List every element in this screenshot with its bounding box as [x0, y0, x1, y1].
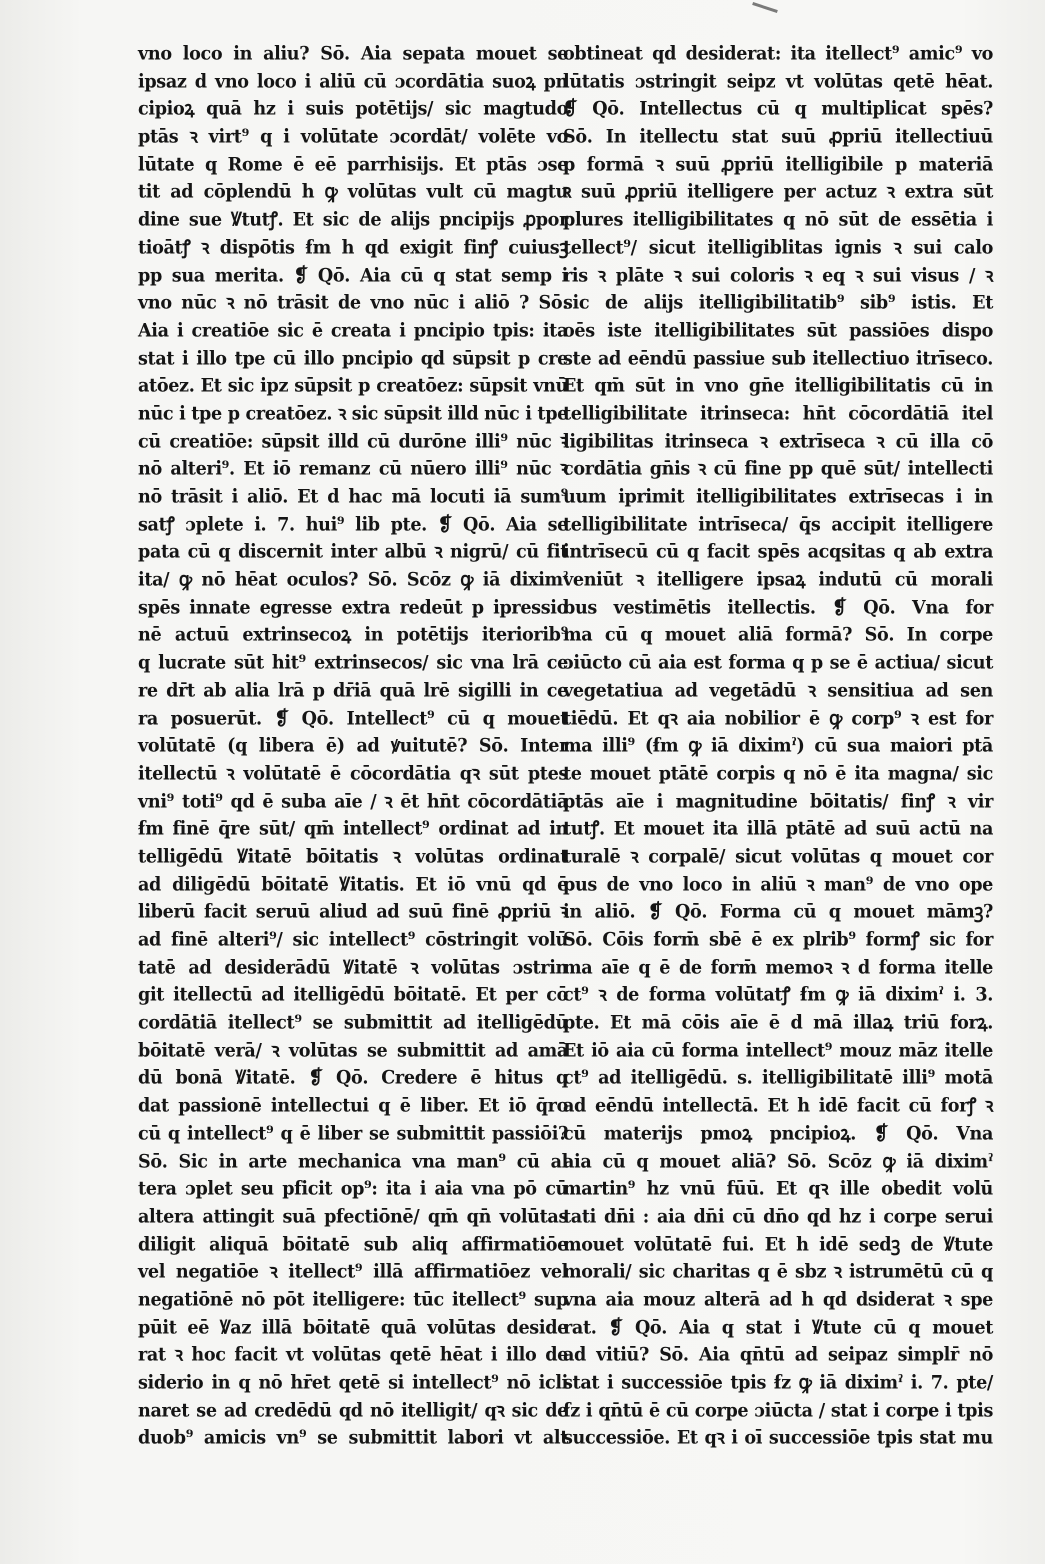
text-line: Sō. Sic in arte mechanica vna man⁹ cū al	[138, 1149, 568, 1173]
text-line: ipsaz d vno loco i aliū cū ɔcordātia suoꝝ pn	[138, 69, 568, 93]
text-line: ste ad eēndū passiue sub itellectiuo itrīseco.	[563, 346, 993, 370]
text-line: spēs innate egresse extra redeūt p ipressio	[138, 595, 568, 619]
text-line: bōitatē verā/ ꝛ volūtas se submittit ad amā	[138, 1038, 568, 1062]
text-line: tera ɔplet seu pficit op⁹: ita i aia vna pō cū	[138, 1177, 568, 1200]
text-line: tutꝭ. Et mouet ita illā ptātē ad suū actū na	[563, 817, 993, 841]
text-line: atōez. Et sic ipz sūpsit p creatōez: sūpsit vnū	[138, 374, 568, 398]
text-line: Et iō aia cū forma intellect⁹ mouz māz itelle	[563, 1038, 993, 1062]
text-line: vna aia mouz alterā ad h qd dsiderat ꝛ spe	[563, 1288, 993, 1311]
ink-mark	[752, 2, 778, 13]
text-line: ma cū q mouet aliā formā? Sō. In corpe	[563, 623, 993, 647]
text-line: pus de vno loco in aliū ꝛ man⁹ de vno ope	[563, 872, 993, 896]
text-line: vni⁹ toti⁹ qd ē suba aīe / ꝛ ēt hn̄t cōcordātiā	[138, 789, 568, 813]
text-line: cū materijs pmoꝝ pncipioꝝ. ❡ Qō. Vna	[563, 1121, 993, 1145]
text-column-left	[138, 40, 568, 1450]
text-line: Sō. Cōis form̄ sbē ē ex plrib⁹ formꝭ sic for	[563, 928, 993, 951]
text-line: cordātia gn̄is ꝛ cū fine pp quē sūt/ intellecti	[563, 457, 993, 481]
text-line: p formā ꝛ suū ꝓpriū itelligibile p materiā	[563, 152, 993, 176]
text-line: itellectū ꝛ volūtatē ē cōcordātia qꝛ sūt ptes	[138, 762, 568, 785]
text-line: git itellectū ad itelligēdū bōitatē. Et per cō	[138, 983, 568, 1007]
text-line: ❡ Qō. Intellectus cū q multiplicat spēs?	[563, 97, 993, 121]
text-line: martin⁹ hz vnū fūū. Et qꝛ ille obedit volū	[563, 1177, 993, 1200]
text-line: successiōe. Et qꝛ i oī successiōe tpis stat mu	[563, 1426, 993, 1450]
text-line: pp sua merita. ❡ Qō. Aia cū q stat semp i	[138, 263, 568, 287]
text-line: vel negatiōe ꝛ itellect⁹ illā affirmatiōez vel	[138, 1260, 568, 1284]
text-line: ꝛ suū ꝓpriū itelligere per actuz ꝛ extra sūt	[563, 180, 993, 204]
text-line: bus vestimētis itellectis. ❡ Qō. Vna for	[563, 595, 993, 619]
text-line: volūtatē (q libera ē) ad ꝟuitutē? Sō. Inter	[138, 734, 568, 757]
text-line: cū q intellect⁹ q ē liber se submittit passiōi?	[138, 1121, 568, 1145]
text-line: ct⁹ ꝛ de forma volūtatꝭ ẜm ꝙ iā diximˀ i. 3.	[563, 983, 993, 1007]
text-line: ad eēndū intellectā. Et h idē facit cū forꝭ ꝛ	[563, 1094, 993, 1117]
text-line: tati dn̄i : aia dn̄i cū dn̄o qd hz i corpe serui	[563, 1205, 993, 1228]
text-line: telligēdū Ꝟitatē bōitatis ꝛ volūtas ordinat	[138, 845, 568, 868]
text-line: cordātiā itellect⁹ se submittit ad itelligēdū	[138, 1011, 568, 1034]
text-line: te mouet ptātē corpis q nō ē ita magna/ sic	[563, 762, 993, 785]
text-line: re dr̄t ab alia lrā p dr̄iā quā lrē sigilli in ce	[138, 678, 568, 702]
text-line: ẜz i qn̄tū ē cū corpe ɔiūcta / stat i corpe i tpis	[563, 1398, 993, 1422]
text-line: morali/ sic charitas q ē sbz ꝛ istrumētū cū q	[563, 1260, 993, 1284]
text-line: pata cū q discernit inter albū ꝛ nigrū/ cū fit	[138, 540, 568, 564]
text-line: diligit aliquā bōitatē sub aliq affirmatiōe	[138, 1232, 568, 1256]
text-line: pte. Et mā cōis aīe ē d mā illaꝝ triū forꝝ.	[563, 1011, 993, 1034]
text-line: ita/ ꝙ nō hēat oculos? Sō. Scōz ꝙ iā diximˀ	[138, 568, 568, 591]
text-line: ɔiūcto cū aia est forma q p se ē actiua/ sicut	[563, 651, 993, 674]
text-line: rat ꝛ hoc facit vt volūtas qetē hēat i illo de	[138, 1343, 568, 1367]
text-line: lūtate q Rome ē eē parrhisijs. Et ptās ɔse	[138, 152, 568, 176]
text-line: tatē ad desiderādū Ꝟitatē ꝛ volūtas ɔstrin	[138, 955, 568, 979]
text-line: aia cū q mouet aliā? Sō. Scōz ꝙ iā diximˀ	[563, 1149, 993, 1173]
text-line: vno loco in aliu? Sō. Aia sepata mouet se	[138, 42, 568, 65]
text-line: sic de alijs itelligibilitatib⁹ sib⁹ istis. Et	[563, 291, 993, 314]
text-line: ad finē alteri⁹/ sic intellect⁹ cōstringit volū	[138, 928, 568, 951]
text-line: ligibilitas itrinseca ꝛ extrīseca ꝛ cū illa cō	[563, 429, 993, 453]
text-line: altera attingit suā pfectiōnē/ qm̄ qn̄ volūtas	[138, 1205, 568, 1228]
text-line: veniūt ꝛ itelligere ipsaꝝ indutū cū morali	[563, 568, 993, 591]
text-line: naret se ad credēdū qd nō itelligit/ qꝛ sic de	[138, 1398, 568, 1422]
text-line: telligibilitate intrīseca/ q̄s accipit itelligere	[563, 512, 993, 536]
text-line: q lucrate sūt hit⁹ extrinsecos/ sic vna lrā ce	[138, 651, 568, 674]
text-line: stat i successiōe tpis ẜz ꝙ iā diximˀ i. 7. pte/	[563, 1371, 993, 1394]
text-line: vno nūc ꝛ nō trāsit de vno nūc i aliō ? Sō.	[138, 291, 568, 314]
text-line: lūtatis ɔstringit seipz vt volūtas qetē hēat.	[563, 69, 993, 93]
text-line: ptās aīe i magnitudine bōitatis/ finꝭ ꝛ vir	[563, 789, 993, 813]
text-line: dat passionē intellectui q ē liber. Et iō q̄ro	[138, 1094, 568, 1117]
text-line: stat i illo tpe cū illo pncipio qd sūpsit p cre	[138, 346, 568, 370]
text-line: ris ꝛ plāte ꝛ sui coloris ꝛ eq ꝛ sui visus / ꝛ	[563, 263, 993, 287]
text-line: ptās ꝛ virt⁹ q i volūtate ɔcordāt/ volēte vo	[138, 125, 568, 148]
text-line: tiēdū. Et qꝛ aia nobilior ē ꝙ corp⁹ ꝛ est for	[563, 706, 993, 730]
text-line: Sō. In itellectu stat suū ꝓpriū itellectiuū	[563, 125, 993, 148]
text-line: cipioꝝ quā hz i suis potētijs/ sic magtudo	[138, 97, 568, 121]
text-line: telligibilitate itrinseca: hn̄t cōcordātiā itel	[563, 402, 993, 425]
text-line: nē actuū extrinsecoꝝ in potētijs iteriorib⁹	[138, 623, 568, 647]
text-line: pūit eē Ꝟaz illā bōitatē quā volūtas deside	[138, 1315, 568, 1339]
text-line: dū bonā Ꝟitatē. ❡ Qō. Credere ē hitus q	[138, 1066, 568, 1090]
text-line: tioātꝭ ꝛ dispōtis ẜm h qd exigit finꝭ cuiusꝫ	[138, 235, 568, 259]
text-line: cū creatiōe: sūpsit illd cū durōne illi⁹ nūc ꝛ	[138, 429, 568, 453]
text-line: liberū facit seruū aliud ad suū finē ꝓpriū ꝛ	[138, 900, 568, 924]
text-column-right	[563, 40, 993, 1450]
text-line: siderio in q nō hr̄et qetē si intellect⁹ nō icli	[138, 1371, 568, 1394]
text-line: ct⁹ ad itelligēdū. s. itelligibilitatē illi⁹ motā	[563, 1066, 993, 1090]
text-line: vegetatiua ad vegetādū ꝛ sensitiua ad sen	[563, 678, 993, 702]
text-line: tit ad cōplendū h ꝙ volūtas vult cū magtu	[138, 180, 568, 204]
text-line: ra posuerūt. ❡ Qō. Intellect⁹ cū q mouet	[138, 706, 568, 730]
text-line: nūc i tpe p creatōez. ꝛ sic sūpsit illd nūc i tpe	[138, 402, 568, 425]
text-line: Et qm̄ sūt in vno gn̄e itelligibilitatis cū in	[563, 374, 993, 398]
text-line: Aia i creatiōe sic ē creata i pncipio tpis: ita	[138, 319, 568, 342]
text-line: ẜm finē q̄re sūt/ qm̄ intellect⁹ ordinat ad in	[138, 817, 568, 841]
text-line: obtineat qd desiderat: ita itellect⁹ amic⁹ vo	[563, 42, 993, 65]
text-line: ma illi⁹ (ẜm ꝙ iā diximˀ) cū sua maiori ptā	[563, 734, 993, 757]
text-line: plures itelligibilitates q nō sūt de essētia i	[563, 208, 993, 231]
text-line: oēs iste itelligibilitates sūt passiōes dispo	[563, 319, 993, 342]
text-line: rat. ❡ Qō. Aia q stat i Ꝟtute cū q mouet	[563, 1315, 993, 1339]
text-line: ma aīe q ē de form̄ memoꝛ ꝛ d forma itelle	[563, 955, 993, 979]
text-line: mouet volūtatē fui. Et h idē sedꝫ de Ꝟtute	[563, 1232, 993, 1256]
text-line: tellect⁹/ sicut itelligiblitas ignis ꝛ sui calo	[563, 235, 993, 259]
text-line: ad vitiū? Sō. Aia qn̄tū ad seipaz simplr̄ nō	[563, 1343, 993, 1367]
text-line: negatiōnē nō pōt itelligere: tūc itellect⁹ sup	[138, 1288, 568, 1311]
text-line: turalē ꝛ corpalē/ sicut volūtas q mouet cor	[563, 845, 993, 868]
text-line: in aliō. ❡ Qō. Forma cū q mouet māmꝫ?	[563, 900, 993, 924]
text-line: nō trāsit i aliō. Et d hac mā locuti iā sum⁹	[138, 485, 568, 508]
text-line: duob⁹ amicis vn⁹ se submittit labori vt alt	[138, 1426, 568, 1450]
text-line: satꝭ ɔplete i. 7. hui⁹ lib pte. ❡ Qō. Aia se	[138, 512, 568, 536]
text-line: intrīsecū cū q facit spēs acqsitas q ab extra	[563, 540, 993, 564]
text-line: uum iprimit itelligibilitates extrīsecas i in	[563, 485, 993, 508]
text-line: dine sue Ꝟtutꝭ. Et sic de alijs pncipijs ꝓpor	[138, 208, 568, 231]
text-line: nō alteri⁹. Et iō remanz cū nūero illi⁹ nūc ꝛ	[138, 457, 568, 481]
text-line: ad diligēdū bōitatē Ꝟitatis. Et iō vnū qd ē	[138, 872, 568, 896]
